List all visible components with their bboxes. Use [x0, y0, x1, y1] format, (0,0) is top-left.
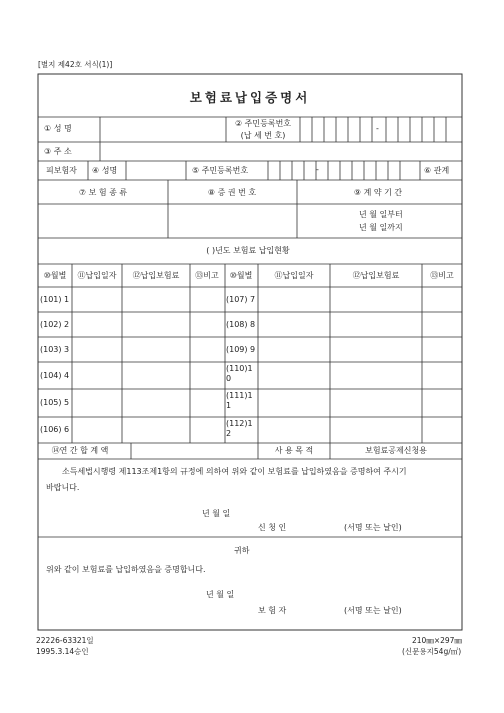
month-label-left: (101) 1 [40, 294, 70, 304]
form-number: [별지 제42호 서식(1)] [38, 60, 113, 69]
payment-cell[interactable] [191, 338, 224, 361]
insured-name-field[interactable] [127, 162, 185, 179]
insured-rrn-field[interactable] [269, 162, 419, 179]
certification-text: 위와 같이 보험료를 납입하였음을 증명합니다. [46, 565, 206, 574]
rrn-dash: - [376, 124, 379, 133]
payment-cell[interactable] [123, 390, 189, 416]
period-from: 년 월 일부터 [359, 210, 403, 219]
month-label-right: 0 [226, 374, 232, 383]
payment-cell[interactable] [259, 390, 329, 416]
payment-cell[interactable] [123, 418, 189, 442]
insured-rrn-dash: - [316, 165, 319, 174]
month-label-right: (107) 7 [226, 294, 256, 304]
insured-name-label: ④ 성명 [92, 166, 118, 175]
applicant-rrn-field[interactable] [301, 118, 461, 141]
payment-table-header: ⑬비고 [195, 271, 219, 280]
payment-cell[interactable] [423, 288, 461, 311]
payment-cell[interactable] [259, 363, 329, 388]
purpose-label: 사 용 목 적 [274, 446, 314, 455]
insurer-label: 보 험 자 [258, 606, 287, 615]
payment-table-header: ⑪납입일자 [77, 271, 117, 280]
payment-cell[interactable] [331, 313, 421, 336]
annual-total-label: ⑭연 간 합 계 액 [51, 446, 109, 455]
payment-cell[interactable] [423, 363, 461, 388]
payment-cell[interactable] [259, 313, 329, 336]
payment-cell[interactable] [191, 313, 224, 336]
annual-total-field[interactable] [132, 444, 257, 458]
rrn-label: ② 주민등록번호 [234, 119, 292, 128]
insured-label: 피보험자 [46, 166, 77, 175]
payment-status-heading: ( )년도 보험료 납입현황 [206, 246, 290, 255]
applicant-sign-label: 신 청 인 [258, 523, 287, 532]
payment-table-header: ⑪납입일자 [274, 271, 314, 280]
applicant-name-field[interactable] [101, 118, 225, 141]
request-date: 년 월 일 [202, 509, 231, 518]
approval-date: 1995.3.14승인 [36, 647, 89, 656]
payment-cell[interactable] [73, 338, 121, 361]
month-label-right: (108) 8 [226, 319, 256, 329]
relation-label: ⑥ 관계 [424, 166, 450, 175]
addressee: 귀하 [234, 546, 250, 555]
payment-cell[interactable] [331, 363, 421, 388]
month-label-left: (103) 3 [40, 344, 70, 354]
paper-size: 210㎜×297㎜ [412, 636, 462, 645]
certification-date: 년 월 일 [206, 590, 235, 599]
payment-cell[interactable] [191, 390, 224, 416]
address-label: ③ 주 소 [44, 147, 72, 156]
month-label-right: (111)1 [226, 391, 253, 400]
payment-cell[interactable] [259, 288, 329, 311]
month-label-left: (105) 5 [40, 398, 70, 407]
applicant-sign-note: (서명 또는 날인) [344, 523, 402, 532]
payment-cell[interactable] [331, 418, 421, 442]
insurance-type-field[interactable] [39, 205, 167, 237]
tax-number-label: (납 세 번 호) [240, 131, 286, 140]
contract-period-label: ⑨ 계 약 기 간 [353, 188, 403, 197]
insured-rrn-label: ⑤ 주민등록번호 [192, 166, 249, 175]
payment-cell[interactable] [73, 418, 121, 442]
payment-table-header: ⑩월별 [229, 271, 253, 280]
payment-cell[interactable] [73, 313, 121, 336]
page-title: 보험료납입증명서 [189, 90, 311, 105]
payment-cell[interactable] [73, 288, 121, 311]
payment-cell[interactable] [191, 363, 224, 388]
payment-cell[interactable] [423, 418, 461, 442]
month-label-right: 1 [226, 401, 232, 410]
payment-cell[interactable] [259, 418, 329, 442]
month-label-left: (106) 6 [40, 425, 70, 434]
name-label: ① 성 명 [44, 124, 72, 133]
payment-cell[interactable] [423, 390, 461, 416]
payment-cell[interactable] [423, 338, 461, 361]
request-text-line1: 소득세법시행령 제113조제1항의 규정에 의하여 위와 같이 보험료를 납입하였음을 증명하여 주시기 [62, 467, 407, 476]
month-label-left: (102) 2 [40, 319, 70, 329]
month-label-right: (112)1 [226, 419, 253, 428]
payment-cell[interactable] [191, 418, 224, 442]
certificate-number-label: ⑧ 증 권 번 호 [207, 188, 257, 197]
purpose-value: 보험료공제신청용 [365, 446, 427, 455]
certificate-number-field[interactable] [169, 205, 296, 237]
payment-cell[interactable] [123, 363, 189, 388]
month-label-right: 2 [226, 429, 232, 438]
payment-cell[interactable] [73, 390, 121, 416]
month-label-right: (110)1 [226, 364, 253, 373]
month-label-left: (104) 4 [40, 370, 70, 380]
period-to: 년 월 일까지 [359, 223, 403, 232]
form-code: 22226-63321일 [36, 636, 94, 645]
payment-table-header: ⑫납입보험료 [132, 271, 180, 280]
payment-cell[interactable] [423, 313, 461, 336]
payment-cell[interactable] [331, 338, 421, 361]
payment-cell[interactable] [331, 288, 421, 311]
payment-table-header: ⑬비고 [430, 271, 454, 280]
payment-cell[interactable] [123, 313, 189, 336]
payment-cell[interactable] [331, 390, 421, 416]
month-label-right: (109) 9 [226, 344, 256, 354]
request-text-line2: 바랍니다. [46, 483, 80, 492]
payment-cell[interactable] [73, 363, 121, 388]
payment-cell[interactable] [123, 288, 189, 311]
paper-type: (신문용지54g/㎡) [402, 647, 462, 656]
payment-table-header: ⑩월별 [43, 271, 67, 280]
payment-cell[interactable] [259, 338, 329, 361]
insurance-type-label: ⑦ 보 험 종 류 [78, 188, 128, 197]
payment-table-header: ⑫납입보험료 [352, 271, 400, 280]
payment-cell[interactable] [191, 288, 224, 311]
address-field[interactable] [101, 143, 461, 160]
payment-cell[interactable] [123, 338, 189, 361]
insurer-sign-note: (서명 또는 날인) [344, 606, 402, 615]
